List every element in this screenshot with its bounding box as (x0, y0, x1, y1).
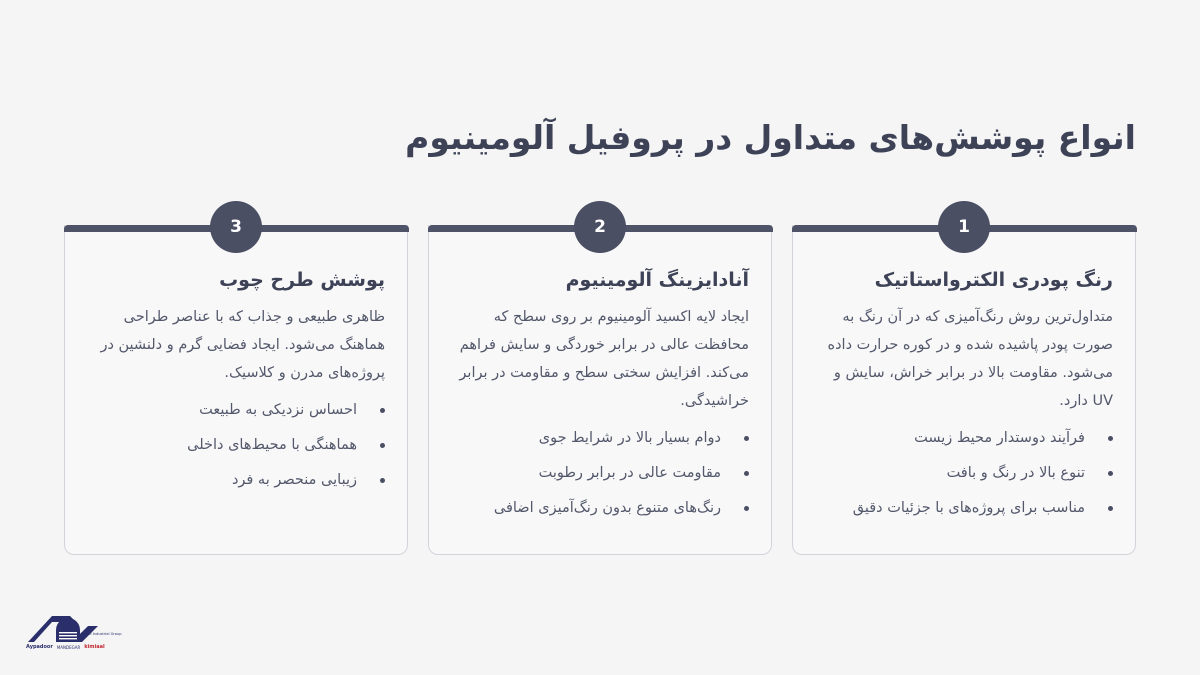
card-anodizing (428, 217, 772, 555)
card-powder-coating (792, 217, 1136, 555)
list-item: مناسب برای پروژه‌های با جزئیات دقیق (815, 491, 1113, 526)
card-number-badge: 1 (938, 201, 990, 253)
bullet-dot-icon (744, 506, 749, 511)
coating-cards (64, 217, 1136, 555)
company-logo (26, 612, 126, 656)
bullet-dot-icon (380, 408, 385, 413)
logo-brands (26, 644, 126, 650)
list-item: دوام بسیار بالا در شرایط جوی (451, 421, 749, 456)
card-number-badge: 2 (574, 201, 626, 253)
logo-mark-icon (26, 612, 126, 644)
card-wood-grain (64, 217, 408, 555)
bullet-dot-icon (380, 478, 385, 483)
feature-list (815, 421, 1113, 526)
logo-brand-mandegar: MANDEGAR (56, 644, 81, 650)
logo-brand-aypadoor: Aypadoor (26, 644, 53, 650)
bullet-dot-icon (1108, 506, 1113, 511)
card-description: ایجاد لایه اکسید آلومینیوم بر روی سطح که محافظت عالی در برابر خوردگی و سایش فراهم می‌کند. افزایش سختی سطح و مقاومت در برابر خراشیدگی. (459, 309, 749, 409)
list-item: فرآیند دوستدار محیط زیست (815, 421, 1113, 456)
page-title: انواع پوشش‌های متداول در پروفیل آلومینیوم (405, 118, 1136, 157)
bullet-dot-icon (744, 436, 749, 441)
feature-list (451, 421, 749, 526)
bullet-dot-icon (1108, 471, 1113, 476)
list-item: هماهنگی با محیط‌های داخلی (87, 428, 385, 463)
feature-list (87, 393, 385, 498)
bullet-dot-icon (1108, 436, 1113, 441)
list-item: مقاومت عالی در برابر رطوبت (451, 456, 749, 491)
logo-group-name: Hakimi Industrial Group (79, 632, 122, 636)
card-title: آنادایزینگ آلومینیوم (565, 269, 749, 291)
bullet-dot-icon (744, 471, 749, 476)
card-description: متداول‌ترین روش رنگ‌آمیزی که در آن رنگ به صورت پودر پاشیده شده و در کوره حرارت داده می‌شود. مقاومت بالا در برابر خراش، سایش و UV دارد. (827, 309, 1113, 409)
card-title: رنگ پودری الکترواستاتیک (874, 269, 1113, 291)
list-item: زیبایی منحصر به فرد (87, 463, 385, 498)
card-number-badge: 3 (210, 201, 262, 253)
list-item: احساس نزدیکی به طبیعت (87, 393, 385, 428)
bullet-dot-icon (380, 443, 385, 448)
list-item: تنوع بالا در رنگ و بافت (815, 456, 1113, 491)
card-title: پوشش طرح چوب (219, 269, 385, 291)
logo-brand-kimiaal: kimiaal (84, 644, 105, 650)
card-description: ظاهری طبیعی و جذاب که با عناصر طراحی هماهنگ می‌شود. ایجاد فضایی گرم و دلنشین در پروژه‌های مدرن و کلاسیک. (100, 309, 385, 381)
list-item: رنگ‌های متنوع بدون رنگ‌آمیزی اضافی (451, 491, 749, 526)
